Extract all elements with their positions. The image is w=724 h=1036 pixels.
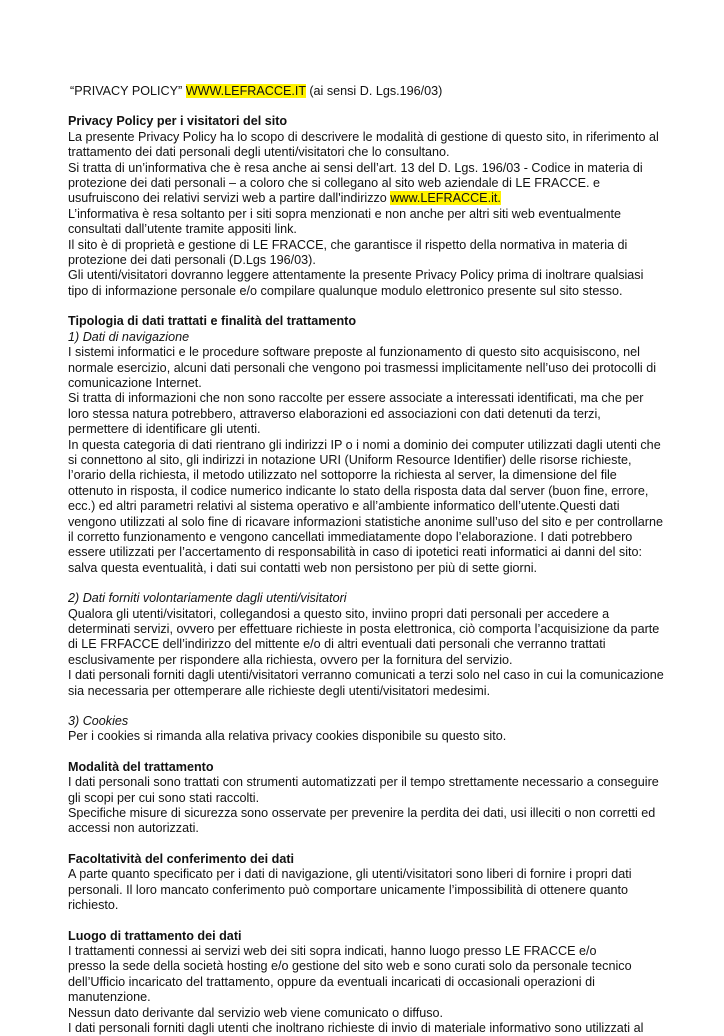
- paragraph: Per i cookies si rimanda alla relativa privacy cookies disponibile su questo sito.: [68, 729, 664, 744]
- paragraph: I dati personali forniti dagli utenti che inoltrano richieste di invio di materiale informativo sono utilizzati al: [68, 1021, 664, 1036]
- paragraph: I dati personali forniti dagli utenti/visitatori verranno comunicati a terzi solo nel caso in cui la comunicazione sia necessaria per ottemperare alle richieste degli utenti/visitatori medesimi.: [68, 668, 664, 699]
- section-heading: Privacy Policy per i visitatori del sito: [68, 114, 664, 129]
- section-heading: Tipologia di dati trattati e finalità del trattamento: [68, 314, 664, 329]
- paragraph: presso la sede della società hosting e/o gestione del sito web e sono curati solo da personale tecnico dell’Ufficio incaricato del trattamento, oppure da eventuali incaricati di occasionali operazioni di manutenzione.: [68, 959, 664, 1005]
- paragraph: L’informativa è resa soltanto per i siti sopra menzionati e non anche per altri siti web eventualmente consultati dall’utente tramite appositi link.: [68, 207, 664, 238]
- section-data-types: [68, 314, 664, 745]
- section-heading: Modalità del trattamento: [68, 760, 664, 775]
- site-url-highlight: WWW.LEFRACCE.IT: [186, 84, 306, 98]
- subsection-heading: 1) Dati di navigazione: [68, 330, 664, 345]
- paragraph: I sistemi informatici e le procedure software preposte al funzionamento di questo sito acquisiscono, nel normale esercizio, alcuni dati personali che vengono poi trasmessi implicitamente nell’uso dei protocolli di comunicazione Internet.: [68, 345, 664, 391]
- site-link-highlight: www.LEFRACCE.it.: [390, 191, 501, 205]
- paragraph-text: Si tratta di un’informativa che è resa anche ai sensi dell’art. 13 del D. Lgs. 196/03 - Codice in materia di protezione dei dati personali – a coloro che si collegano al sito web aziendale di LE FRACCE. e usufruiscono dei relativi servizi web a partire dall'indirizzo: [68, 161, 643, 206]
- paragraph: Gli utenti/visitatori dovranno leggere attentamente la presente Privacy Policy prima di inoltrare qualsiasi tipo di informazione personale e/o compilare qualunque modulo elettronico presente sul sito stesso.: [68, 268, 664, 299]
- paragraph: La presente Privacy Policy ha lo scopo di descrivere le modalità di gestione di questo sito, in riferimento al trattamento dei dati personali degli utenti/visitatori che lo consultano.: [68, 130, 664, 161]
- section-heading: Luogo di trattamento dei dati: [68, 929, 664, 944]
- subsection-heading: 3) Cookies: [68, 714, 664, 729]
- title-suffix: (ai sensi D. Lgs.196/03): [306, 84, 443, 98]
- section-processing-methods: [68, 760, 664, 837]
- section-heading: Facoltatività del conferimento dei dati: [68, 852, 664, 867]
- title-prefix: “PRIVACY POLICY”: [70, 84, 186, 98]
- paragraph: I trattamenti connessi ai servizi web dei siti sopra indicati, hanno luogo presso LE FRACCE e/o: [68, 944, 664, 959]
- paragraph: Nessun dato derivante dal servizio web viene comunicato o diffuso.: [68, 1006, 664, 1021]
- section-privacy-policy: [68, 114, 664, 299]
- paragraph: In questa categoria di dati rientrano gli indirizzi IP o i nomi a dominio dei computer utilizzati dagli utenti che si connettono al sito, gli indirizzi in notazione URI (Uniform Resource Identifier) delle risorse richieste, l’orario della richiesta, il metodo utilizzato nel sottoporre la richiesta al server, la dimensione del file ottenuto in risposta, il codice numerico indicante lo stato della risposta data dal server (buon fine, errore, ecc.) ed altri parametri relativi al sistema operativo e all’ambiente informatico dell’utente.Questi dati vengono utilizzati al solo fine di ricavare informazioni statistiche anonime sull’uso del sito e per controllarne il corretto funzionamento e vengono cancellati immediatamente dopo l’elaborazione. I dati potrebbero essere utilizzati per l’accertamento di responsabilità in caso di ipotetici reati informatici ai danni del sito: salva questa eventualità, i dati sui contatti web non persistono per più di sette giorni.: [68, 438, 664, 577]
- paragraph: Specifiche misure di sicurezza sono osservate per prevenire la perdita dei dati, usi illeciti o non corretti ed accessi non autorizzati.: [68, 806, 664, 837]
- section-processing-location: [68, 929, 664, 1036]
- paragraph: Il sito è di proprietà e gestione di LE FRACCE, che garantisce il rispetto della normativa in materia di protezione dei dati personali (D.Lgs 196/03).: [68, 238, 664, 269]
- paragraph: [68, 161, 664, 207]
- paragraph: A parte quanto specificato per i dati di navigazione, gli utenti/visitatori sono liberi di fornire i propri dati personali. Il loro mancato conferimento può comportare unicamente l’impossibilità di ottenere quanto richiesto.: [68, 867, 664, 913]
- subsection-heading: 2) Dati forniti volontariamente dagli utenti/visitatori: [68, 591, 664, 606]
- paragraph: Si tratta di informazioni che non sono raccolte per essere associate a interessati identificati, ma che per loro stessa natura potrebbero, attraverso elaborazioni ed associazioni con dati detenuti da terzi, permettere di identificare gli utenti.: [68, 391, 664, 437]
- section-optional-data: [68, 852, 664, 914]
- document-title: [70, 84, 664, 99]
- paragraph: I dati personali sono trattati con strumenti automatizzati per il tempo strettamente necessario a conseguire gli scopi per cui sono stati raccolti.: [68, 775, 664, 806]
- paragraph: Qualora gli utenti/visitatori, collegandosi a questo sito, inviino propri dati personali per accedere a determinati servizi, ovvero per effettuare richieste in posta elettronica, ciò comporta l’acquisizione da parte di LE FRFACCE dell’indirizzo del mittente e/o di altri eventuali dati personali che verranno trattati esclusivamente per rispondere alla richiesta, ovvero per la fornitura del servizio.: [68, 607, 664, 669]
